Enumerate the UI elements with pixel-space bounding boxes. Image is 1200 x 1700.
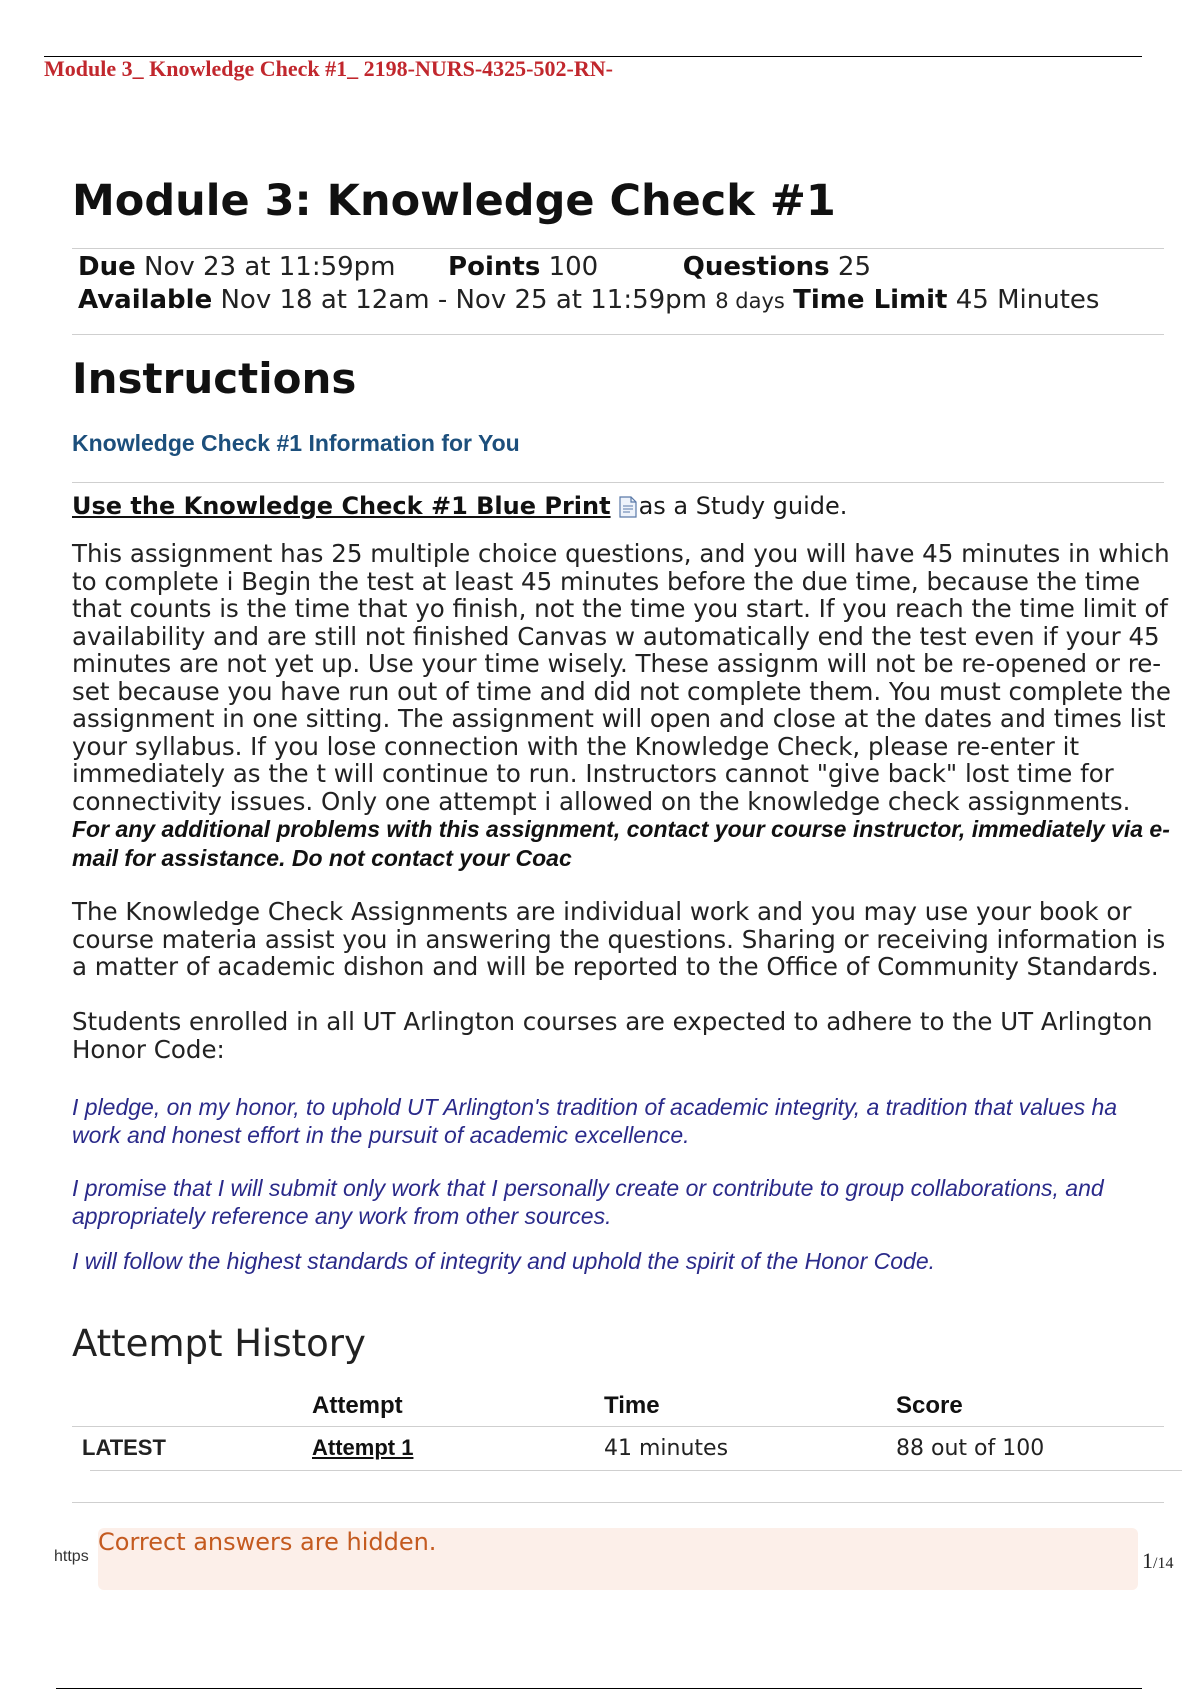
footer-url[interactable]: https — [54, 1548, 89, 1565]
available-label: Available — [78, 285, 213, 315]
notice-text: Correct answers are hidden. — [98, 1528, 437, 1556]
honor-pledge-2: I promise that I will submit only work that I personally create or contribute to group collaborations, and appropriately reference any work from other sources. — [72, 1175, 1104, 1229]
due-label: Due — [78, 252, 136, 282]
available-value: Nov 18 at 12am - Nov 25 at 11:59pm — [220, 285, 707, 315]
time-limit-label: Time Limit — [793, 285, 948, 315]
due-value: Nov 23 at 11:59pm — [144, 252, 396, 282]
questions-label: Questions — [682, 252, 830, 282]
attempt-score: 88 out of 100 — [896, 1435, 1045, 1461]
column-header-score: Score — [896, 1392, 1164, 1427]
blueprint-line — [72, 492, 847, 520]
column-header — [72, 1392, 312, 1427]
attempt-history-heading: Attempt History — [72, 1322, 366, 1365]
table-bottom-rule — [90, 1470, 1182, 1471]
points-label: Points — [448, 252, 541, 282]
page-number — [1142, 1548, 1173, 1574]
title-divider — [72, 248, 1164, 249]
blueprint-link[interactable]: Use the Knowledge Check #1 Blue Print — [72, 492, 611, 520]
document-header: Module 3_ Knowledge Check #1_ 2198-NURS-4325-502-RN- — [44, 56, 613, 81]
page-total: /14 — [1153, 1555, 1174, 1572]
footer-rule-bottom — [56, 1688, 1142, 1689]
page-title: Module 3: Knowledge Check #1 — [72, 176, 836, 226]
correct-answers-notice — [98, 1528, 1138, 1590]
section-divider — [72, 1502, 1164, 1503]
attempt-history-table — [72, 1392, 1164, 1467]
questions-value: 25 — [837, 252, 872, 282]
points-value: 100 — [548, 252, 599, 282]
blueprint-suffix: as a Study guide. — [638, 492, 848, 520]
para1-text: This assignment has 25 multiple choice questions, and you will have 45 minutes in which to complete i Begin the test at least 45 minutes before the due time, because the time that counts is the time that yo finish, not the time you start. If you reach the time limit of availability and are still not finished Canvas w automatically end the test even if your 45 minutes are not yet up. Use your time wisely. These assignm will not be re-opened or re-set because you have run out of time and did not complete them. You must complete the assignment in one sitting. The assignment will open and close at the dates and times list your syllabus. If you lose connection with the Knowledge Check, please re-enter it immediately as the t will continue to run. Instructors cannot "give back" lost time for connectivity issues. Only one attempt i allowed on the knowledge check assignments. — [72, 539, 1171, 816]
instructions-heading: Instructions — [72, 354, 357, 403]
available-days: 8 days — [715, 289, 785, 313]
page-current: 1 — [1142, 1548, 1153, 1573]
latest-label: LATEST — [82, 1435, 166, 1460]
meta-row-due — [78, 252, 871, 282]
para1-bold-text: For any additional problems with this assignment, contact your course instructor, immediately via e-mail for assistance. Do not contact your Coac — [72, 816, 1170, 871]
attempt-time: 41 minutes — [604, 1435, 729, 1461]
info-divider — [72, 482, 1164, 483]
attempt-1-link[interactable]: Attempt 1 — [312, 1435, 414, 1460]
column-header-attempt: Attempt — [312, 1392, 604, 1427]
honor-pledge-1: I pledge, on my honor, to uphold UT Arlington's tradition of academic integrity, a tradition that values ha work and honest effort in the pursuit of academic excellence. — [72, 1094, 1118, 1148]
column-header-time: Time — [604, 1392, 896, 1427]
document-icon[interactable] — [619, 496, 637, 518]
meta-divider — [72, 334, 1164, 335]
meta-row-available — [78, 285, 1099, 315]
instructions-paragraph-3: Students enrolled in all UT Arlington courses are expected to adhere to the UT Arlington Honor Code: — [72, 1007, 1153, 1064]
info-heading: Knowledge Check #1 Information for You — [72, 430, 520, 456]
instructions-paragraph-1 — [72, 540, 1172, 872]
instructions-paragraph-2: The Knowledge Check Assignments are individual work and you may use your book or course materia assist you in answering the questions. Sharing or receiving information is a matter of academic dishon and will be reported to the Office of Community Standards. — [72, 897, 1166, 981]
time-limit-value: 45 Minutes — [955, 285, 1100, 315]
honor-pledge-3: I will follow the highest standards of integrity and uphold the spirit of the Honor Code. — [72, 1248, 935, 1274]
table-row — [72, 1427, 1164, 1468]
table-header-row — [72, 1392, 1164, 1427]
